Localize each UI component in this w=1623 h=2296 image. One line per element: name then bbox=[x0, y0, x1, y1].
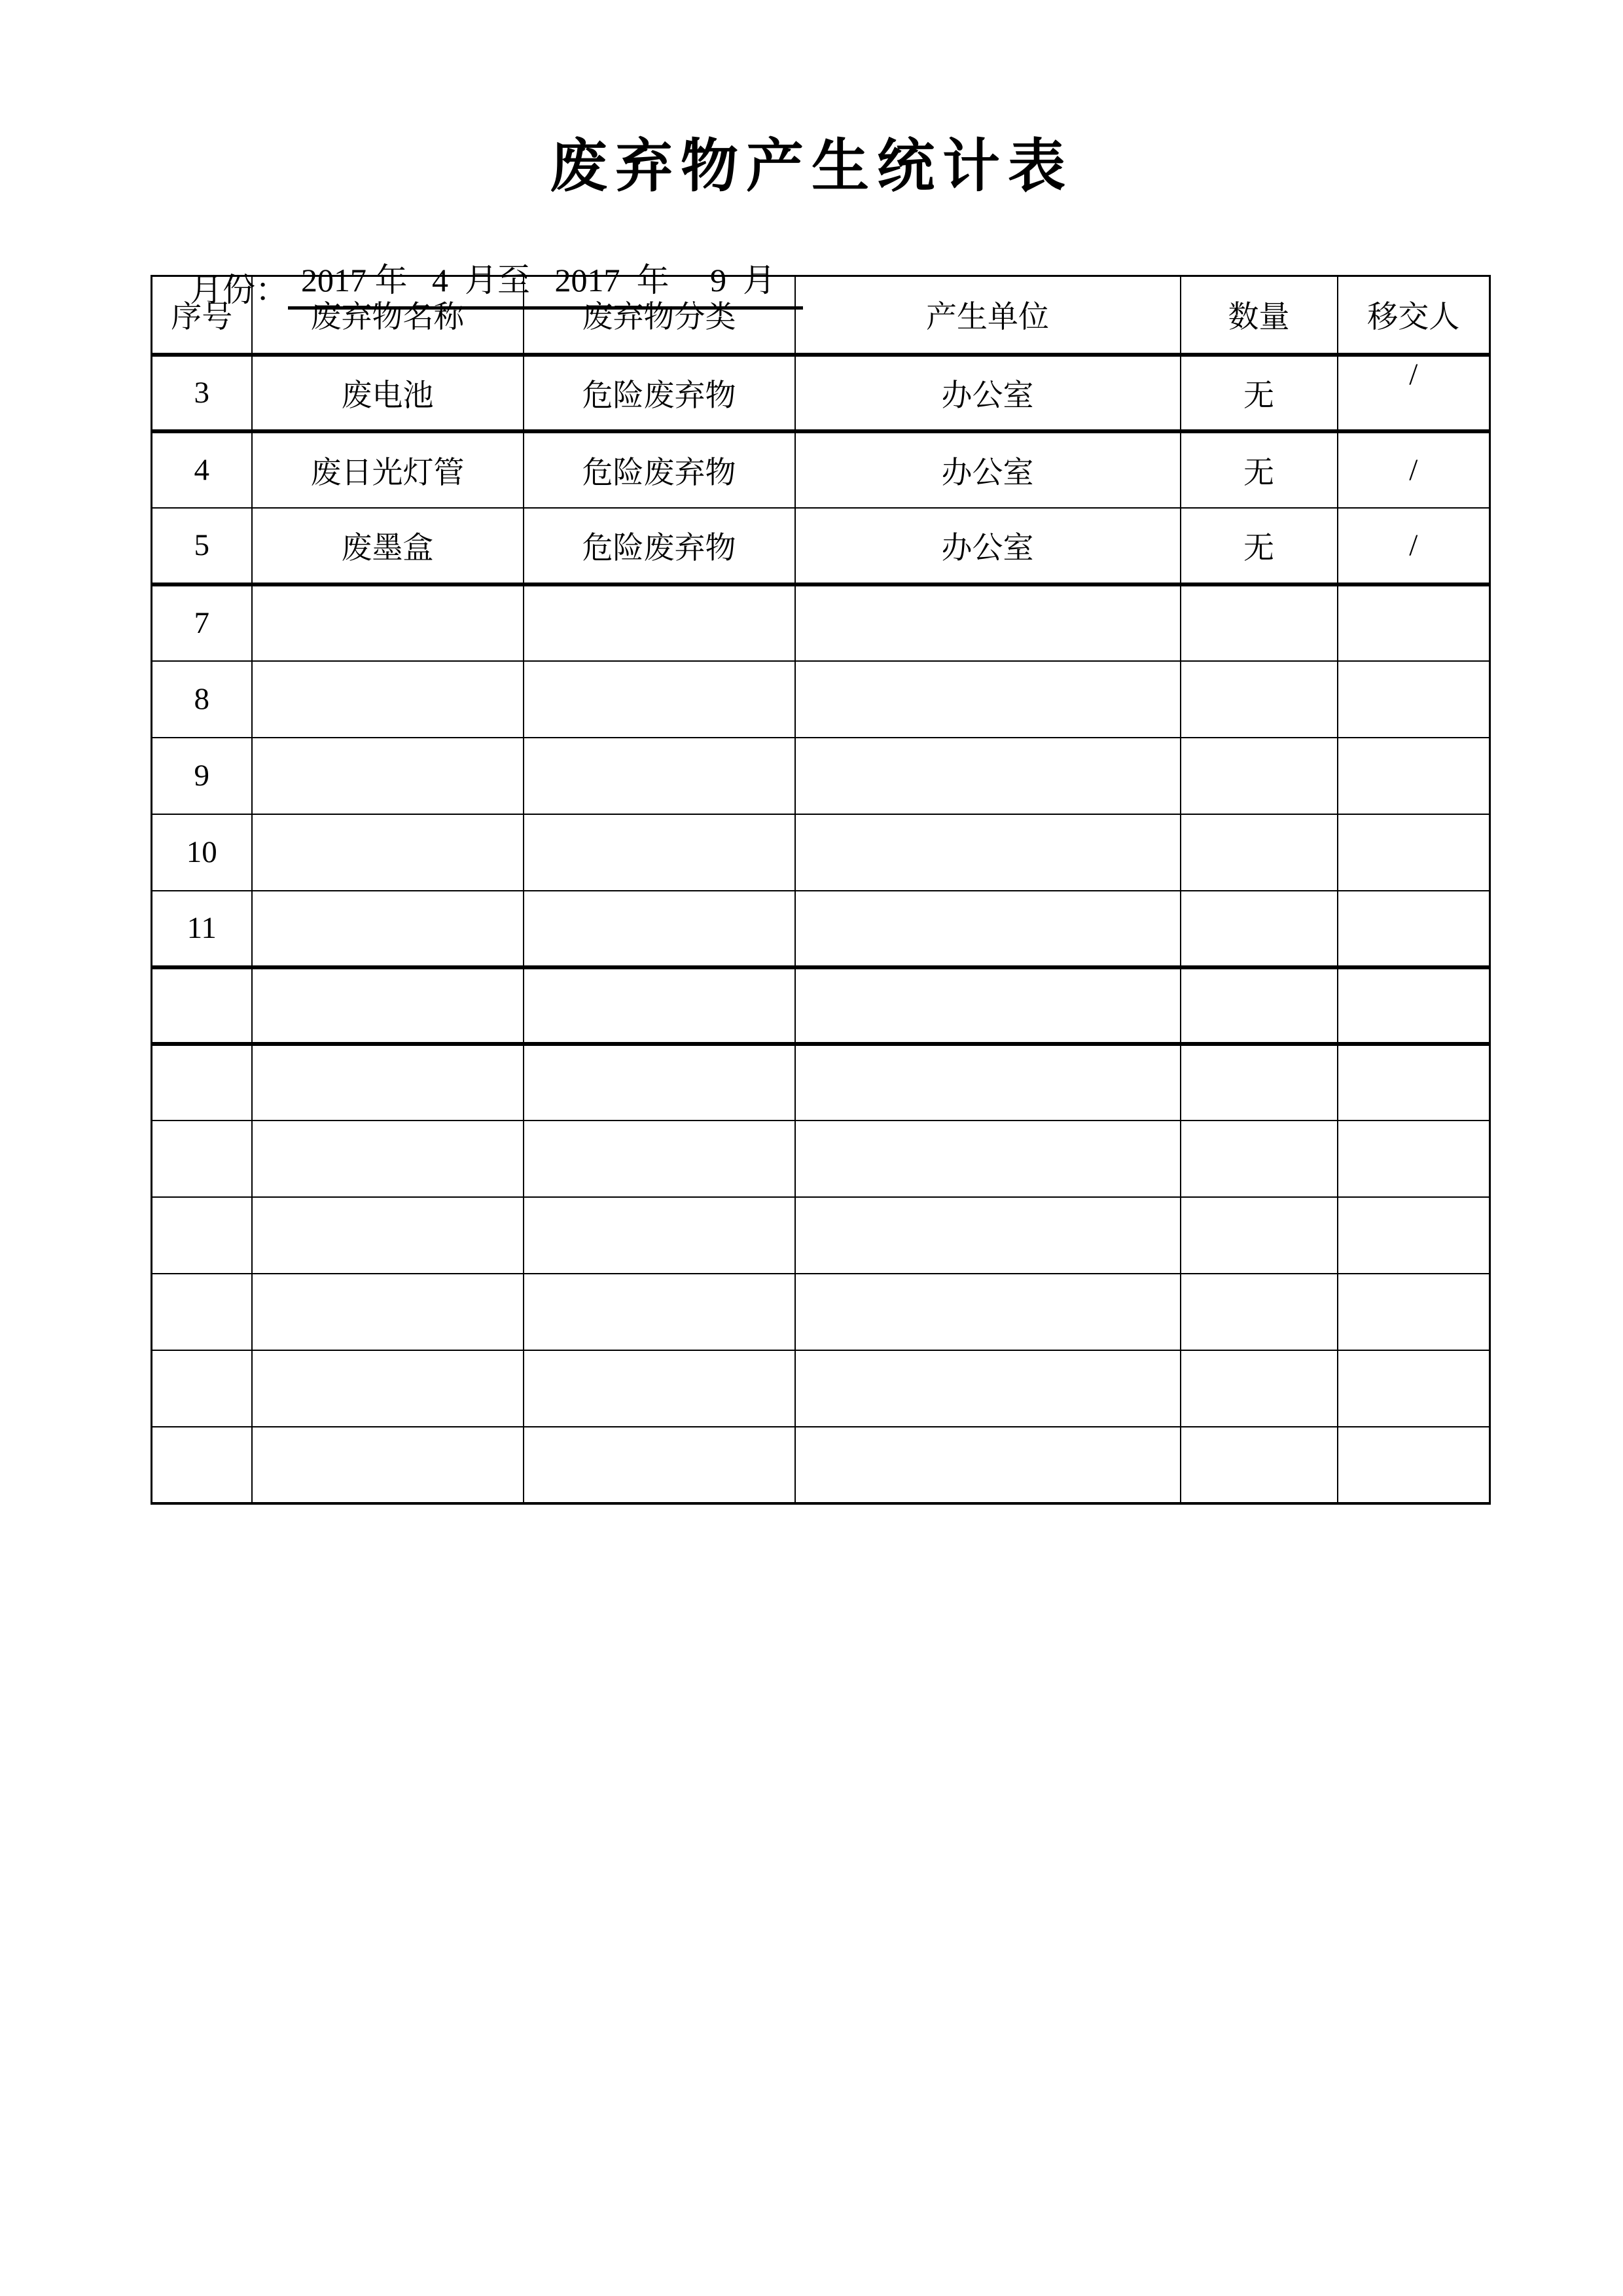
cell-waste-category: 危险废弃物 bbox=[524, 508, 795, 584]
cell-waste-name: 废墨盒 bbox=[252, 508, 524, 584]
cell-quantity bbox=[1181, 661, 1338, 738]
cell-serial-number bbox=[152, 1350, 252, 1427]
cell-quantity bbox=[1181, 738, 1338, 814]
cell-handover bbox=[1338, 1044, 1490, 1121]
cell-serial-number bbox=[152, 1044, 252, 1121]
cell-quantity: 无 bbox=[1181, 355, 1338, 431]
cell-waste-name bbox=[252, 1121, 524, 1197]
cell-producing-unit bbox=[795, 738, 1181, 814]
table-row bbox=[152, 1044, 1490, 1121]
header-producing-unit: 产生单位 bbox=[795, 276, 1181, 355]
cell-waste-category bbox=[524, 584, 795, 661]
cell-handover bbox=[1338, 1427, 1490, 1503]
cell-producing-unit bbox=[795, 891, 1181, 967]
cell-handover bbox=[1338, 1121, 1490, 1197]
cell-producing-unit bbox=[795, 661, 1181, 738]
table-row bbox=[152, 508, 1490, 584]
cell-serial-number: 4 bbox=[152, 431, 252, 508]
cell-waste-name bbox=[252, 891, 524, 967]
cell-waste-category: 危险废弃物 bbox=[524, 355, 795, 431]
cell-waste-name bbox=[252, 738, 524, 814]
cell-quantity: 无 bbox=[1181, 508, 1338, 584]
cell-producing-unit bbox=[795, 1044, 1181, 1121]
cell-waste-category bbox=[524, 1044, 795, 1121]
cell-producing-unit bbox=[795, 1197, 1181, 1274]
cell-quantity bbox=[1181, 1121, 1338, 1197]
cell-waste-name bbox=[252, 1197, 524, 1274]
cell-waste-name bbox=[252, 1427, 524, 1503]
cell-waste-category bbox=[524, 1427, 795, 1503]
cell-waste-category bbox=[524, 1197, 795, 1274]
cell-serial-number: 3 bbox=[152, 355, 252, 431]
header-row bbox=[152, 276, 1490, 355]
cell-handover bbox=[1338, 738, 1490, 814]
header-serial-number: 序号 bbox=[152, 276, 252, 355]
waste-statistics-table bbox=[151, 275, 1491, 1505]
cell-serial-number: 8 bbox=[152, 661, 252, 738]
cell-serial-number bbox=[152, 1274, 252, 1350]
cell-producing-unit bbox=[795, 1274, 1181, 1350]
cell-waste-name bbox=[252, 1274, 524, 1350]
table-row bbox=[152, 967, 1490, 1044]
page-title: 废弃物产生统计表 bbox=[549, 135, 1073, 199]
table-row bbox=[152, 1121, 1490, 1197]
cell-waste-name bbox=[252, 1044, 524, 1121]
cell-handover bbox=[1338, 891, 1490, 967]
cell-quantity bbox=[1181, 814, 1338, 891]
cell-quantity bbox=[1181, 1350, 1338, 1427]
cell-serial-number bbox=[152, 1427, 252, 1503]
header-handover-person: 移交人 bbox=[1338, 276, 1490, 355]
cell-quantity bbox=[1181, 1197, 1338, 1274]
cell-serial-number: 5 bbox=[152, 508, 252, 584]
header-waste-name: 废弃物名称 bbox=[252, 276, 524, 355]
cell-handover: / bbox=[1338, 355, 1490, 431]
header-waste-category: 废弃物分类 bbox=[524, 276, 795, 355]
cell-handover bbox=[1338, 584, 1490, 661]
cell-handover bbox=[1338, 661, 1490, 738]
cell-serial-number bbox=[152, 1197, 252, 1274]
cell-waste-name: 废日光灯管 bbox=[252, 431, 524, 508]
cell-serial-number: 9 bbox=[152, 738, 252, 814]
cell-producing-unit bbox=[795, 1427, 1181, 1503]
cell-producing-unit: 办公室 bbox=[795, 431, 1181, 508]
cell-quantity bbox=[1181, 891, 1338, 967]
month-label: 月份： bbox=[190, 272, 288, 308]
table-row bbox=[152, 661, 1490, 738]
cell-serial-number: 10 bbox=[152, 814, 252, 891]
table-row bbox=[152, 1274, 1490, 1350]
table-body bbox=[152, 355, 1490, 1503]
cell-handover: / bbox=[1338, 431, 1490, 508]
table-row bbox=[152, 738, 1490, 814]
cell-waste-category bbox=[524, 814, 795, 891]
cell-waste-category bbox=[524, 1121, 795, 1197]
header-quantity: 数量 bbox=[1181, 276, 1338, 355]
cell-quantity: 无 bbox=[1181, 431, 1338, 508]
table-row bbox=[152, 1350, 1490, 1427]
cell-quantity bbox=[1181, 1044, 1338, 1121]
cell-quantity bbox=[1181, 1274, 1338, 1350]
cell-quantity bbox=[1181, 584, 1338, 661]
cell-serial-number bbox=[152, 967, 252, 1044]
table-row bbox=[152, 584, 1490, 661]
cell-handover bbox=[1338, 1274, 1490, 1350]
cell-handover bbox=[1338, 1197, 1490, 1274]
cell-handover bbox=[1338, 814, 1490, 891]
cell-handover bbox=[1338, 1350, 1490, 1427]
table-row bbox=[152, 1427, 1490, 1503]
table-row bbox=[152, 891, 1490, 967]
cell-waste-name bbox=[252, 967, 524, 1044]
cell-waste-name bbox=[252, 1350, 524, 1427]
cell-producing-unit bbox=[795, 967, 1181, 1044]
month-value: 2017 年 4 月至 2017 年 9 月 bbox=[288, 260, 803, 310]
cell-producing-unit bbox=[795, 814, 1181, 891]
cell-producing-unit bbox=[795, 1350, 1181, 1427]
cell-waste-category: 危险废弃物 bbox=[524, 431, 795, 508]
cell-waste-category bbox=[524, 1274, 795, 1350]
cell-quantity bbox=[1181, 967, 1338, 1044]
table-header bbox=[152, 276, 1490, 355]
cell-waste-name bbox=[252, 814, 524, 891]
cell-waste-name: 废电池 bbox=[252, 355, 524, 431]
cell-handover: / bbox=[1338, 508, 1490, 584]
table-row bbox=[152, 814, 1490, 891]
cell-waste-category bbox=[524, 661, 795, 738]
table-row bbox=[152, 431, 1490, 508]
cell-serial-number bbox=[152, 1121, 252, 1197]
cell-waste-category bbox=[524, 1350, 795, 1427]
table-row bbox=[152, 355, 1490, 431]
cell-waste-name bbox=[252, 661, 524, 738]
cell-producing-unit bbox=[795, 584, 1181, 661]
cell-waste-name bbox=[252, 584, 524, 661]
cell-serial-number: 7 bbox=[152, 584, 252, 661]
cell-waste-category bbox=[524, 891, 795, 967]
cell-serial-number: 11 bbox=[152, 891, 252, 967]
cell-producing-unit: 办公室 bbox=[795, 508, 1181, 584]
cell-producing-unit bbox=[795, 1121, 1181, 1197]
cell-waste-category bbox=[524, 967, 795, 1044]
cell-producing-unit: 办公室 bbox=[795, 355, 1181, 431]
cell-waste-category bbox=[524, 738, 795, 814]
table-row bbox=[152, 1197, 1490, 1274]
cell-handover bbox=[1338, 967, 1490, 1044]
cell-quantity bbox=[1181, 1427, 1338, 1503]
